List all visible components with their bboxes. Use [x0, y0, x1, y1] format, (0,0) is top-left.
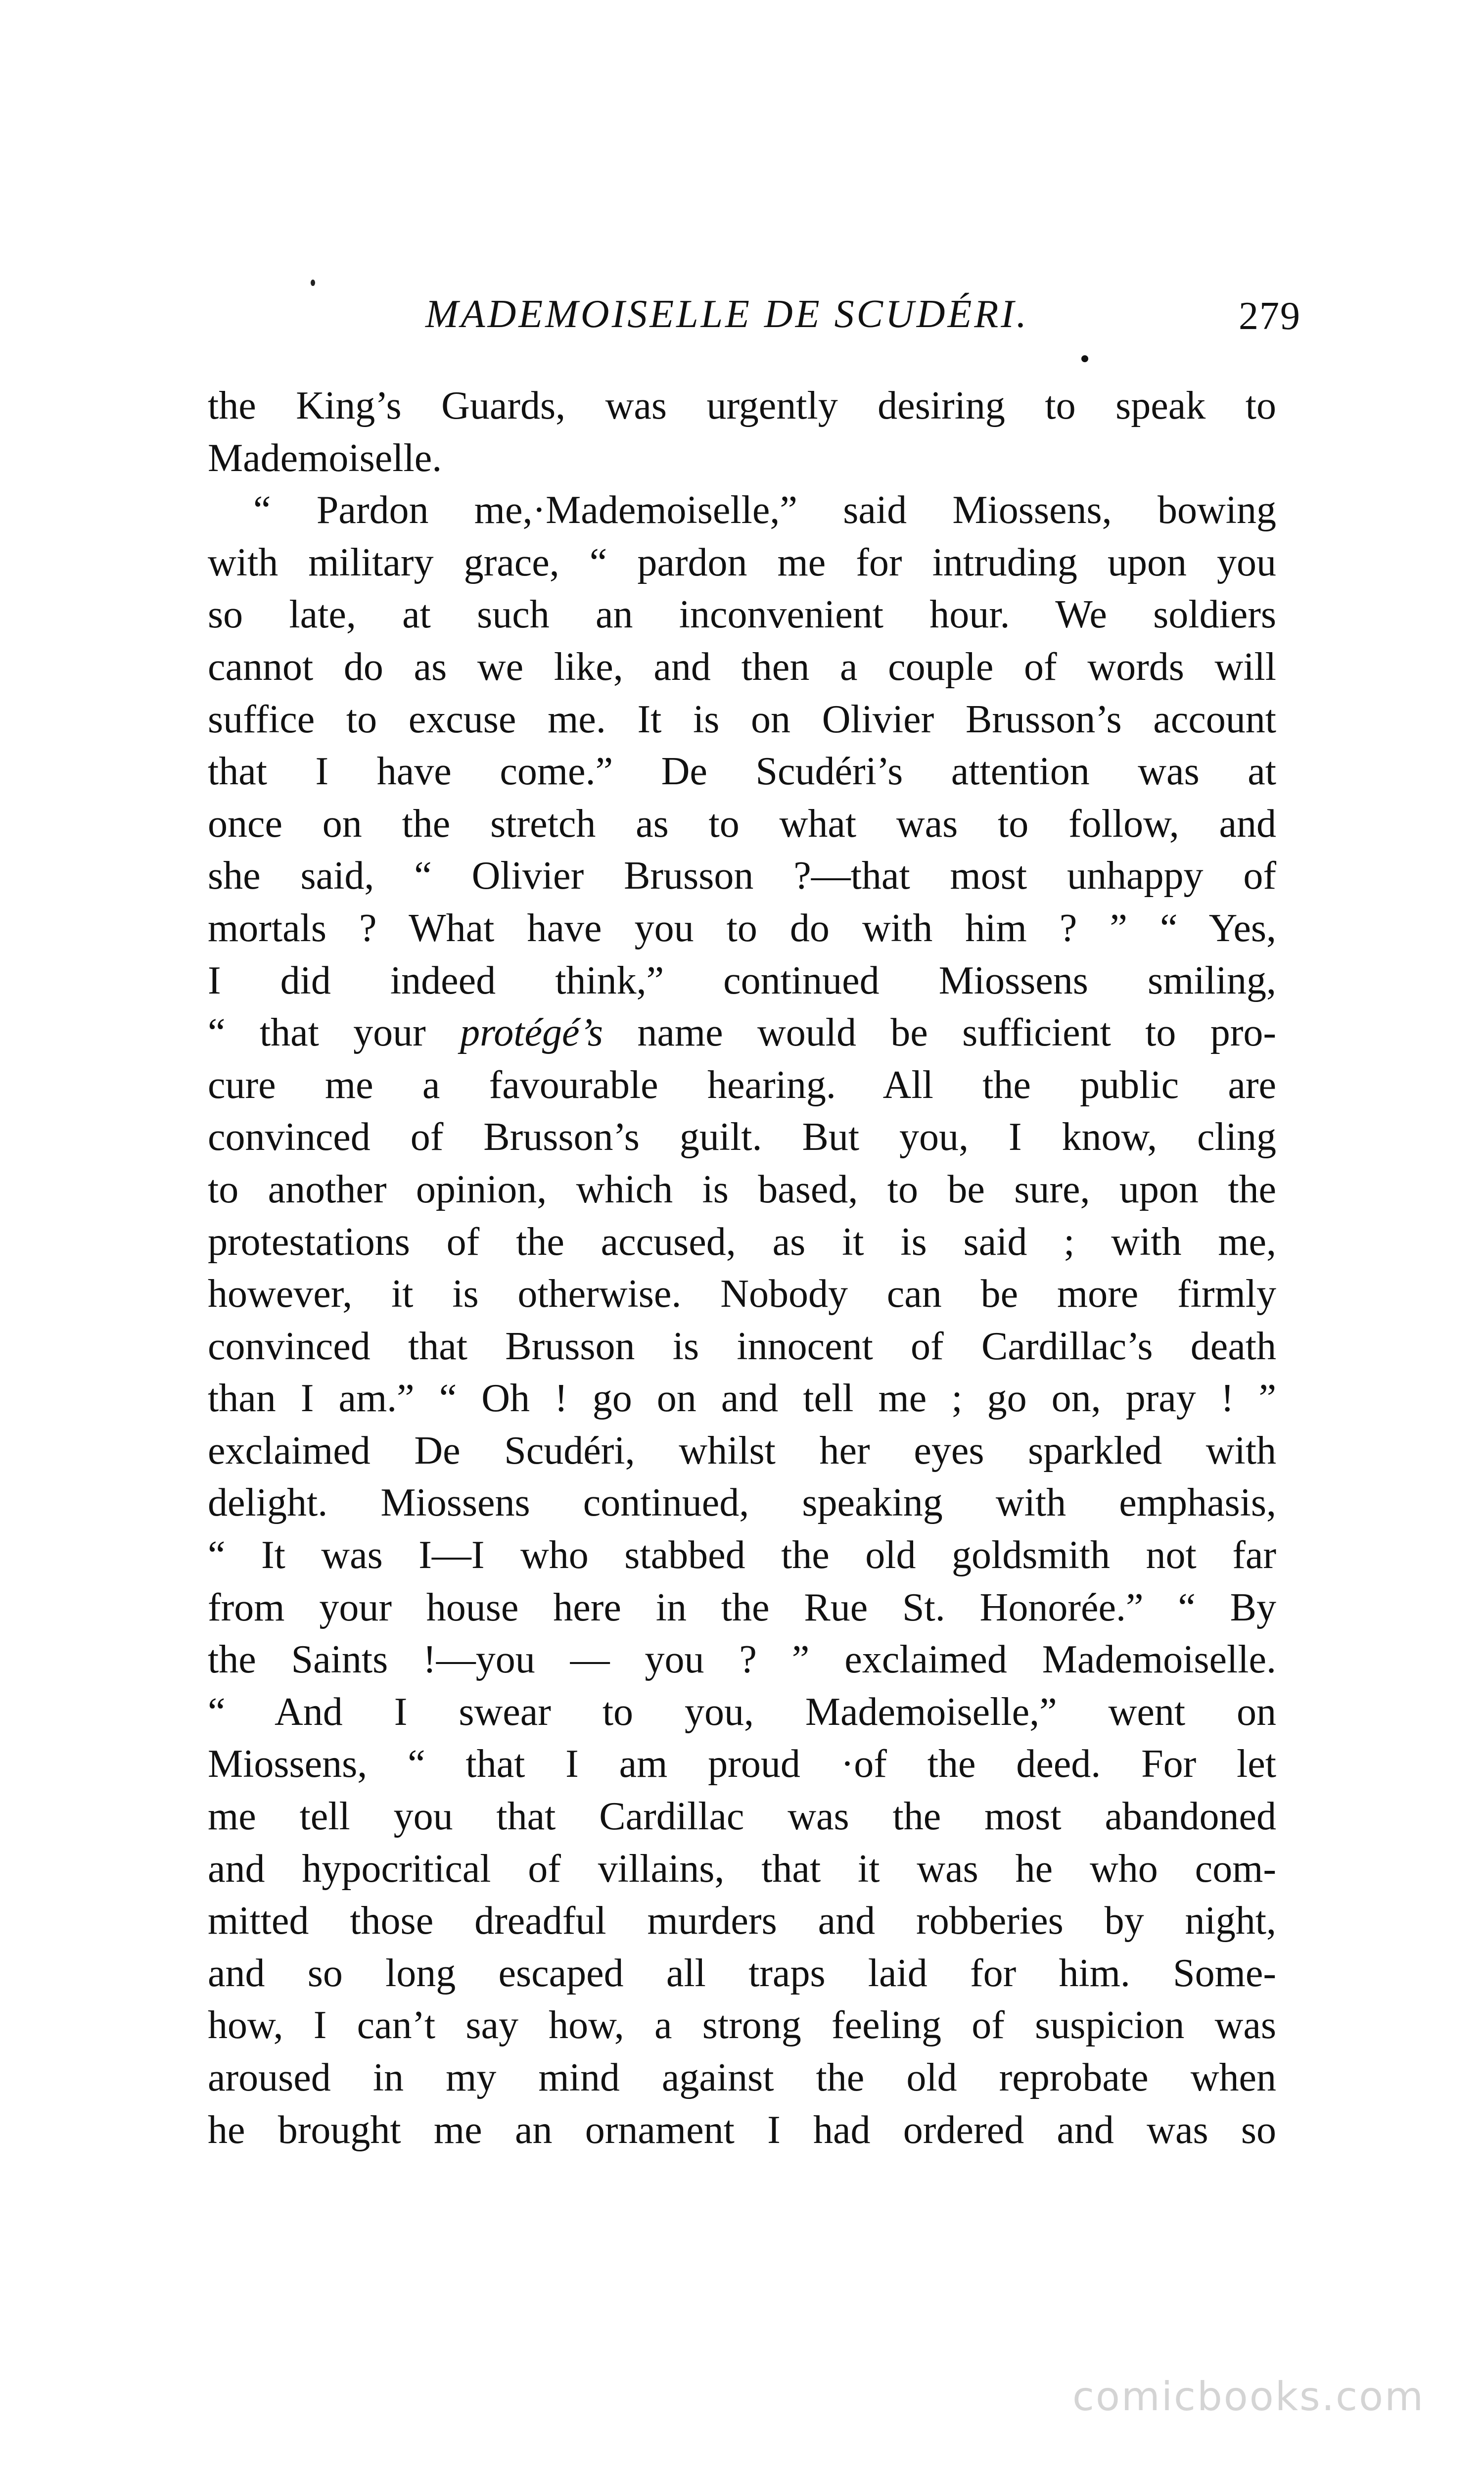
text-line: Mademoiselle. [208, 436, 442, 480]
text-line: exclaimed De Scudéri, whilst her eyes sparkled with [208, 1428, 1276, 1473]
text-line: and hypocritical of villains, that it was he who com- [208, 1847, 1276, 1891]
text-line: that I have come.” De Scudéri’s attention was at [208, 750, 1276, 794]
text-line: me tell you that Cardillac was the most abandoned [208, 1795, 1276, 1839]
text-line: suffice to excuse me. It is on Olivier Brusson’s account [208, 697, 1276, 741]
text-line: than I am.” “ Oh ! go on and tell me ; go on, pray ! ” [208, 1377, 1276, 1421]
text-line: cure me a favourable hearing. All the public are [208, 1063, 1276, 1107]
text-line: aroused in my mind against the old reprobate when [208, 2056, 1276, 2099]
text-line: I did indeed think,” continued Miossens smiling, [208, 958, 1276, 1002]
italic-word: protégé’s [460, 1011, 603, 1055]
text-line: Miossens, “ that I am proud ·of the deed. For let [208, 1742, 1276, 1786]
print-dot [1081, 355, 1088, 362]
text-line: however, it is otherwise. Nobody can be more firmly [208, 1272, 1276, 1316]
text-line: she said, “ Olivier Brusson ?—that most unhappy of [208, 854, 1276, 898]
text-line: the King’s Guards, was urgently desiring to speak to [208, 384, 1276, 428]
text-line: “ that your protégé’s name would be sufficient to pro- [208, 1011, 1276, 1055]
text-line: “ And I swear to you, Mademoiselle,” went on [208, 1690, 1276, 1734]
text-line: with military grace, “ pardon me for intruding upon you [208, 540, 1276, 584]
text-line: “ It was I—I who stabbed the old goldsmith not far [208, 1533, 1276, 1577]
body-text [208, 380, 1276, 2156]
text-line: how, I can’t say how, a strong feeling of suspicion was [208, 2003, 1276, 2047]
page-number: 279 [1239, 294, 1301, 338]
text-line: protestations of the accused, as it is said ; with me, [208, 1220, 1276, 1264]
watermark: comicbooks.com [1072, 2374, 1425, 2420]
text-line: convinced that Brusson is innocent of Cardillac’s death [208, 1324, 1276, 1368]
text-line: and so long escaped all traps laid for him. Some- [208, 1951, 1276, 1995]
text-line: convinced of Brusson’s guilt. But you, I know, cling [208, 1115, 1276, 1159]
text-line: once on the stretch as to what was to follow, and [208, 802, 1276, 846]
text-line: to another opinion, which is based, to be sure, upon the [208, 1167, 1276, 1211]
text-line: mortals ? What have you to do with him ? ” “ Yes, [208, 906, 1276, 950]
running-title: MADEMOISELLE DE SCUDÉRI. [425, 292, 1029, 336]
text-line: “ Pardon me,·Mademoiselle,” said Miossens, bowing [253, 488, 1276, 532]
text-line: he brought me an ornament I had ordered and was so [208, 2108, 1276, 2152]
text-line: from your house here in the Rue St. Honorée.” “ By [208, 1585, 1276, 1629]
running-header [425, 292, 1301, 351]
text-line: mitted those dreadful murders and robberies by night, [208, 1899, 1276, 1943]
text-line: the Saints !—you — you ? ” exclaimed Mademoiselle. [208, 1638, 1276, 1682]
text-line: cannot do as we like, and then a couple of words will [208, 645, 1276, 689]
text-line: so late, at such an inconvenient hour. We soldiers [208, 593, 1276, 637]
text-line: delight. Miossens continued, speaking with emphasis, [208, 1481, 1276, 1525]
print-speck [311, 280, 315, 286]
